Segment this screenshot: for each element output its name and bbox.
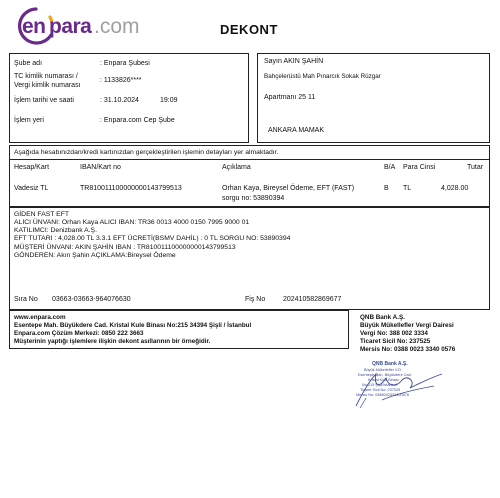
stamp-line: Ticaret Sicil No: 237525 [360,388,401,392]
header-iban: IBAN/Kart no [80,164,121,171]
detail-line: GİDEN FAST EFT [14,211,70,218]
recipient-city: ANKARA MAMAK [268,127,325,134]
recipient-greeting: Sayın AKIN ŞAHİN [264,58,324,65]
tc-value: : 1133826**** [100,77,142,84]
mersis-number: Mersis No: 0388 0023 3340 0576 [360,346,456,353]
detail-line: MÜŞTERİ ÜNVANI: AKIN ŞAHİN IBAN : TR810011100000000143799513 [14,244,236,251]
trade-registry: Ticaret Sicil No: 237525 [360,338,431,345]
sequence-value: 03663-03663-964076630 [52,296,131,303]
place-value: : Enpara.com Cep Şube [100,117,175,124]
row-account: Vadesiz TL [14,185,49,192]
footer-website: www.enpara.com [14,314,66,321]
branch-label: Şube adı [14,60,43,67]
time-value: 19:09 [160,97,178,104]
tax-number: Vergi No: 388 002 3334 [360,330,428,337]
bank-stamp [352,360,452,410]
row-description-2: sorgu no: 53890394 [222,195,285,202]
detail-line: ALICI ÜNVANI: Orhan Kaya ALICI IBAN: TR36 0013 4000 0150 7995 9000 01 [14,219,250,226]
row-amount: 4,028.00 [441,185,469,192]
row-currency-type: TL [403,185,412,192]
sequence-label: Sıra No [14,296,38,303]
statement-divider [9,159,490,160]
detail-line: GÖNDEREN: Akın Şahin AÇIKLAMA:Bireysel Ödeme [14,252,176,259]
recipient-address-1: Bahçelerüstü Mah Pınarcık Sokak Rüzgar [264,73,381,80]
logo-para: para [49,15,92,38]
signature-icon [352,360,452,410]
header-currency-type: Para Cinsi [403,164,436,171]
logo-dot-com: .com [94,15,140,38]
stamp-line: QNB Bank A.Ş. [372,361,408,367]
stamp-line: Mersis No: 0388002333400576 [356,393,409,397]
header-account: Hesap/Kart [14,164,50,171]
logo-en: en [22,15,46,38]
footer-address: Esentepe Mah. Büyükdere Cad. Kristal Kule Binası No:215 34394 Şişli / İstanbul [14,322,252,329]
detail-line: EFT TUTARI : 4,028.00 TL 3.3.1 EFT ÜCRETİ(BSMV DAHİL) : 0 TL SORGU NO: 53890394 [14,235,291,242]
footer-phone: Enpara.com Çözüm Merkezi: 0850 222 3663 [14,330,144,337]
detail-line: KATILIMCI: Denizbank A.Ş. [14,227,97,234]
receipt-value: 202410582869677 [283,296,342,303]
row-iban: TR810011100000000143799513 [80,185,182,192]
header-description: Açıklama [222,164,251,171]
stamp-line: No:215 Şişli/İstanbul [362,383,397,387]
row-description-1: Orhan Kaya, Bireysel Ödeme, EFT (FAST) [222,185,355,192]
tc-label-1: TC kimlik numarası / [14,73,78,80]
footer-note: Müşterinin yaptığı işlemlere ilişkin dekont asıllarının bir örneğidir. [14,338,211,345]
logo [14,8,140,44]
tax-office: Büyük Mükellefler Vergi Dairesi [360,322,454,329]
stamp-line: Kristal Kule Binası [368,378,399,382]
stamp-line: Esentepe Mah. Büyükdere Cad. [358,373,412,377]
place-label: İşlem yeri [14,117,44,124]
statement-text: Aşağıda hesabınızdan/kredi kartınızdan gerçekleştirilen işlemin detayları yer almaktadır. [14,149,279,156]
header-ba: B/A [384,164,396,171]
receipt-label: Fiş No [245,296,266,303]
header-amount: Tutar [467,164,484,171]
branch-value: : Enpara Şubesi [100,60,150,67]
page-title: DEKONT [220,22,278,37]
recipient-address-2: Apartmanı 25 11 [264,94,316,101]
stamp-line: Büyük Mükellefler V.D. [364,368,403,372]
date-value: : 31.10.2024 [100,97,139,104]
row-ba: B [384,185,389,192]
tc-label-2: Vergi kimlik numarası [14,82,81,89]
date-label: İşlem tarihi ve saati [14,97,74,104]
bank-name: QNB Bank A.Ş. [360,314,405,321]
